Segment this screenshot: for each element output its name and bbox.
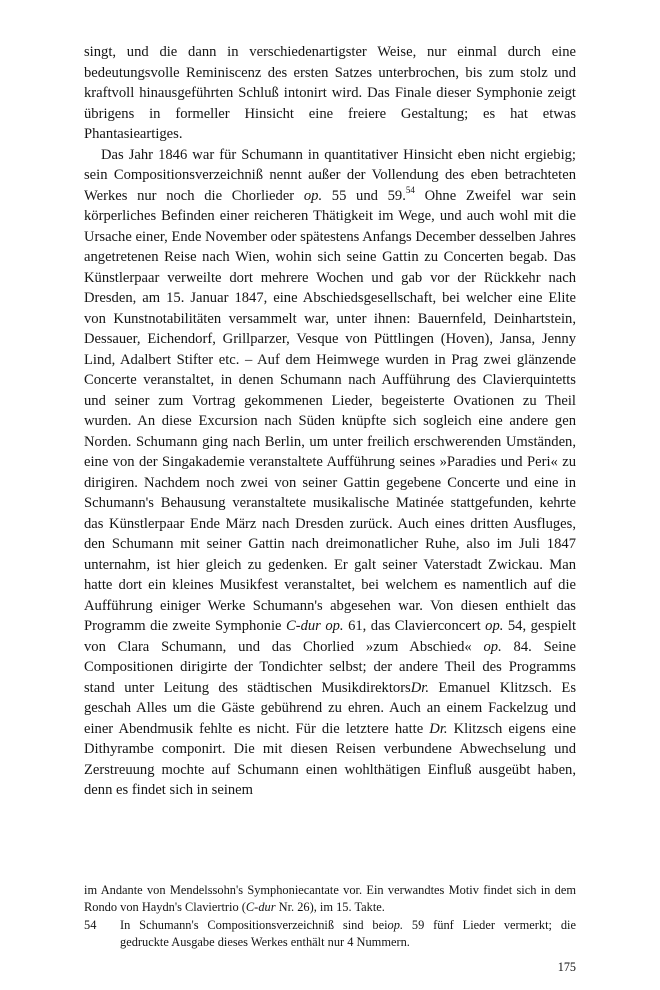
page-number: 175	[557, 960, 576, 974]
text-run: 55 und 59.	[322, 187, 406, 204]
text-run: op.	[303, 187, 323, 204]
text-run: 61, das Clavierconcert	[343, 618, 486, 634]
paragraph-continuation	[84, 42, 576, 145]
text-run: singt, und die dann in verschiedenartigster Weise, nur einmal durch eine bedeutungsvolle Reminiscenz des ersten Satzes unterbrochen, bis zum stolz und kraftvoll hinausgeführten Schluß intonirt wird. Das Finale dieser Symphonie zeigt übrigens in formeller Hinsicht eine freiere Gestaltung; es hat etwas Phantasieartiges.	[84, 44, 576, 142]
text-run: Nr. 26), im 15. Takte.	[275, 900, 385, 915]
main-text-block	[84, 42, 576, 801]
footnote-continuation	[84, 882, 576, 916]
text-run: Dr.	[410, 679, 429, 696]
text-run: C-dur op.	[285, 618, 344, 634]
text-run: op.	[387, 917, 404, 932]
text-run: op.	[485, 618, 504, 634]
text-run: 84. Seine Compositionen dirigirte der Tondichter selbst; der andere Theil des Programms stand unter Leitung des städtischen Musikdirektors	[84, 638, 576, 696]
text-run: Emanuel Klitzsch. Es geschah Alles um die Gäste gebührend zu ehren. Auch an einem Fackelzug und einer Abendmusik fehlte es nicht. Für die letztere hatte	[84, 679, 576, 737]
text-run: Ohne Zweifel war sein körperliches Befinden einer reicheren Thätigkeit im Wege, und auch wohl mit die Ursache einer, Ende November oder spätestens Anfangs December desselben Jahres angetretenen Reise nach Wien, wohin sich seine Gattin zu Concerten begab. Das Künstlerpaar verweilte dort mehrere Wochen und gab vor der Rückkehr nach Dresden, am 15. Januar 1847, eine Abschiedsgesellschaft, bei welcher eine Elite von Kunstnotabilitäten versammelt war, unter ihnen: Bauernfeld, Deinhartstein, Dessauer, Eichendorf, Grillparzer, Vesque von Püttlingen (Hoven), Jansa, Jenny Lind, Adalbert Stifter etc. – Auf dem Heimwege wurden in Prag zwei glänzende Concerte veranstaltet, in denen Schumann nach Aufführung des Clavierquintetts und seiner zum Vortrag gekommenen Lieder, begeisterte Ovationen zu Theil wurden. An diese Excursion nach Süden knüpfte sich sogleich eine andere gen Norden. Schumann ging nach Berlin, um unter freilich erschwerenden Umständen, eine von der Singakademie veranstaltete Aufführung seines »Paradies und Peri« zu dirigiren. Nachdem noch zwei von seiner Gattin gegebene Concerte und eine in Schumann's Behausung veranstaltete musikalische Matinée stattgefunden, kehrte das Künstlerpaar Ende März nach Dresden zurück. Auch eines dritten Ausfluges, den Schumann mit seiner Gattin nach dreimonatlicher Ruhe, also im Juli 1847 unternahm, ist hier gleich zu gedenken. Er galt seiner Vaterstadt Zwickau. Man hatte dort ein kleines Musikfest veranstaltet, bei welchem es namentlich auf die Aufführung einiger Werke Schumann's abgesehen war. Von diesen enthielt das Programm die zweite Symphonie	[84, 187, 577, 634]
text-run: 54, gespielt von Clara Schumann, und das Chorlied »zum Abschied«	[84, 618, 577, 655]
paragraph-1846	[84, 145, 576, 801]
footnote-item-54	[84, 917, 576, 951]
footnote-text	[120, 918, 576, 949]
text-run: op.	[483, 638, 502, 655]
text-run: Das Jahr 1846 war für Schumann in quantitativer Hinsicht eben nicht ergiebig; sein Compositionsverzeichniß nennt außer der Vollendung des eben betrachteten Werkes nur noch die Chorlieder	[84, 146, 576, 204]
text-run: Dr.	[429, 720, 448, 737]
text-run: im Andante von Mendelssohn's Symphoniecantate vor. Ein verwandtes Motiv findet sich in dem Rondo von Haydn's Claviertrio (	[84, 883, 576, 915]
text-run: C-dur	[245, 900, 276, 915]
text-run: 59 fünf Lieder vermerkt; die gedruckte Ausgabe dieses Werkes enthält nur 4 Nummern.	[120, 917, 576, 949]
footnotes-block	[84, 882, 576, 951]
footnote-number: 54	[84, 917, 97, 932]
text-run: Klitzsch eigens eine Dithyrambe componirt. Die mit diesen Reisen verbundene Abwechselung und Zerstreuung mochte auf Schumann einen wohlthätigen Einfluß ausgeübt haben, denn es findet sich in seinem	[84, 720, 576, 798]
text-run: In Schumann's Compositionsverzeichniß sind bei	[120, 917, 388, 932]
footnote-reference: 54	[405, 184, 415, 195]
